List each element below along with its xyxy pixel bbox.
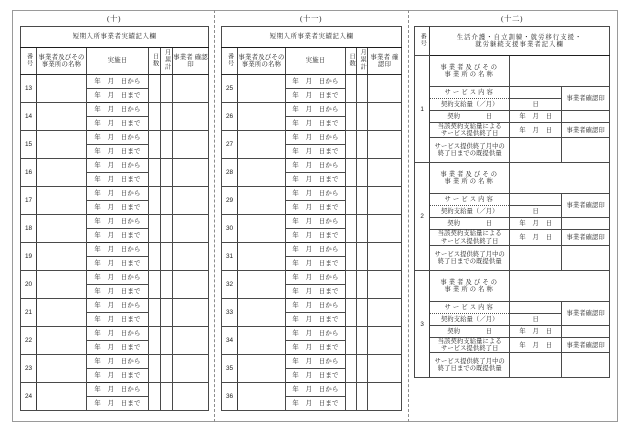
table-row	[222, 131, 402, 145]
block-end-date-row	[415, 123, 610, 138]
panel-short-stay-11	[221, 14, 401, 411]
days-input[interactable]	[346, 103, 357, 131]
short-stay-table	[221, 26, 402, 411]
row-number: 15	[21, 131, 37, 159]
table-row	[21, 215, 209, 229]
row-number: 30	[222, 215, 238, 243]
monthly-total-input[interactable]	[357, 299, 368, 327]
row-number: 14	[21, 103, 37, 131]
header-row	[222, 48, 402, 75]
header-days: 日数	[149, 48, 161, 75]
service-date-to-input[interactable]: 年 月 日まで	[87, 341, 149, 355]
service-date-to-input[interactable]: 年 月 日まで	[87, 257, 149, 271]
monthly-total-input[interactable]	[161, 215, 173, 243]
block-provider-row	[415, 56, 610, 87]
contract-amount-input[interactable]: 日	[510, 99, 562, 111]
provider-name-input[interactable]	[238, 159, 286, 187]
contract-date-input[interactable]: 年 月 日	[510, 325, 562, 337]
monthly-total-input[interactable]	[357, 187, 368, 215]
panel-code: (十一)	[300, 14, 322, 23]
confirm-seal-input[interactable]	[173, 187, 209, 215]
panel-code: (十)	[107, 14, 121, 23]
service-date-to-input[interactable]: 年 月 日まで	[286, 89, 346, 103]
days-input[interactable]	[149, 187, 161, 215]
confirm-seal-input[interactable]	[368, 159, 402, 187]
table-row	[222, 159, 402, 173]
service-date-from-input[interactable]: 年 月 日から	[286, 159, 346, 173]
monthly-total-input[interactable]	[357, 131, 368, 159]
days-input[interactable]	[149, 243, 161, 271]
provider-name-input[interactable]	[510, 163, 610, 194]
row-number: 33	[222, 299, 238, 327]
provider-name-input[interactable]	[37, 159, 87, 187]
table-body	[222, 27, 402, 411]
service-date-from-input[interactable]: 年 月 日から	[87, 299, 149, 313]
provider-name-input[interactable]	[238, 327, 286, 355]
row-number: 36	[222, 383, 238, 411]
service-date-to-input[interactable]: 年 月 日まで	[87, 229, 149, 243]
provider-name-input[interactable]	[37, 299, 87, 327]
provider-name-input[interactable]	[37, 327, 87, 355]
header-number: 番号	[21, 48, 37, 75]
monthly-total-input[interactable]	[161, 327, 173, 355]
service-date-from-input[interactable]: 年 月 日から	[286, 327, 346, 341]
table-row	[222, 299, 402, 313]
confirm-seal-input[interactable]	[368, 355, 402, 383]
row-number: 31	[222, 243, 238, 271]
service-date-from-input[interactable]: 年 月 日から	[286, 271, 346, 285]
block-contract-date-row	[415, 218, 610, 230]
monthly-total-input[interactable]	[161, 299, 173, 327]
table-row	[21, 355, 209, 369]
already-provided-label: サービス提供終了月中の 終了日までの既提供量	[430, 138, 510, 163]
contract-amount-input[interactable]: 日	[510, 313, 562, 325]
row-number: 24	[21, 383, 37, 411]
table-row	[21, 131, 209, 145]
row-number: 21	[21, 299, 37, 327]
service-date-to-input[interactable]: 年 月 日まで	[87, 285, 149, 299]
monthly-total-input[interactable]	[357, 271, 368, 299]
provider-name-input[interactable]	[37, 75, 87, 103]
service-date-from-input[interactable]: 年 月 日から	[286, 131, 346, 145]
block-contract-date-row	[415, 111, 610, 123]
service-date-from-input[interactable]: 年 月 日から	[87, 383, 149, 397]
monthly-total-input[interactable]	[161, 271, 173, 299]
confirm-seal-input[interactable]	[368, 215, 402, 243]
row-number: 17	[21, 187, 37, 215]
days-input[interactable]	[149, 355, 161, 383]
days-input[interactable]	[346, 383, 357, 411]
contract-amount-label: 契約支給量（／月）	[430, 206, 510, 218]
provider-name-input[interactable]	[238, 131, 286, 159]
header-monthly-total: 月累計	[357, 48, 368, 75]
table-body	[21, 27, 209, 411]
table-row	[21, 159, 209, 173]
table-row	[21, 243, 209, 257]
table-row	[222, 383, 402, 397]
end-date-confirm-seal-label: 事業者確認印	[562, 123, 610, 138]
table-row	[222, 103, 402, 117]
service-content-input[interactable]	[510, 194, 562, 206]
service-date-to-input[interactable]: 年 月 日まで	[87, 369, 149, 383]
service-content-input[interactable]	[510, 301, 562, 313]
service-block-table	[414, 26, 610, 378]
end-date-confirm-seal-label: 事業者確認印	[562, 337, 610, 352]
end-date-label: 当該契約支給量による サービス提供終了日	[430, 123, 510, 138]
title-row	[222, 27, 402, 48]
service-date-to-input[interactable]: 年 月 日まで	[286, 173, 346, 187]
row-number: 28	[222, 159, 238, 187]
block-already-provided-row	[415, 138, 610, 163]
panel-title: 生活介護・自立訓練・就労移行支援・ 就労継続支援事業者記入欄	[430, 27, 610, 56]
service-date-to-input[interactable]: 年 月 日まで	[87, 145, 149, 159]
service-date-to-input[interactable]: 年 月 日まで	[87, 313, 149, 327]
confirm-seal-input[interactable]	[368, 75, 402, 103]
provider-name-input[interactable]	[37, 187, 87, 215]
confirm-seal-input[interactable]	[368, 327, 402, 355]
monthly-total-input[interactable]	[357, 383, 368, 411]
table-row	[21, 75, 209, 89]
row-number: 29	[222, 187, 238, 215]
contract-date-input[interactable]: 年 月 日	[510, 218, 562, 230]
service-date-to-input[interactable]: 年 月 日まで	[286, 257, 346, 271]
row-number: 23	[21, 355, 37, 383]
row-number: 25	[222, 75, 238, 103]
monthly-total-input[interactable]	[357, 355, 368, 383]
row-number: 35	[222, 355, 238, 383]
days-input[interactable]	[149, 271, 161, 299]
monthly-total-input[interactable]	[161, 243, 173, 271]
table-row	[21, 327, 209, 341]
confirm-seal-input[interactable]	[368, 187, 402, 215]
service-date-to-input[interactable]: 年 月 日まで	[286, 117, 346, 131]
block-service-content-row	[415, 194, 610, 206]
row-number: 18	[21, 215, 37, 243]
already-provided-seal[interactable]	[562, 353, 610, 378]
provider-name-input[interactable]	[238, 75, 286, 103]
provider-name-input[interactable]	[510, 56, 610, 87]
cut-line-2	[408, 10, 409, 422]
provider-name-input[interactable]	[37, 383, 87, 411]
confirm-seal-input[interactable]	[173, 299, 209, 327]
confirm-seal-input[interactable]	[173, 215, 209, 243]
block-number: 3	[415, 270, 430, 377]
monthly-total-input[interactable]	[357, 103, 368, 131]
provider-name-input[interactable]	[37, 355, 87, 383]
end-date-input[interactable]: 年 月 日	[510, 230, 562, 245]
confirm-seal-input[interactable]	[173, 355, 209, 383]
monthly-total-input[interactable]	[161, 103, 173, 131]
days-input[interactable]	[346, 159, 357, 187]
days-input[interactable]	[149, 75, 161, 103]
service-content-label: サービス内容	[430, 301, 510, 313]
row-number: 13	[21, 75, 37, 103]
days-input[interactable]	[346, 131, 357, 159]
days-input[interactable]	[149, 159, 161, 187]
service-date-to-input[interactable]: 年 月 日まで	[286, 341, 346, 355]
days-input[interactable]	[346, 299, 357, 327]
end-date-input[interactable]: 年 月 日	[510, 337, 562, 352]
confirm-seal-input[interactable]	[368, 271, 402, 299]
provider-name-input[interactable]	[238, 383, 286, 411]
monthly-total-input[interactable]	[161, 355, 173, 383]
contract-date-label: 契約 日	[430, 325, 510, 337]
row-number: 16	[21, 159, 37, 187]
header-provider-name: 事業者及びその 事業所の名称	[238, 48, 286, 75]
confirm-seal-input[interactable]	[173, 159, 209, 187]
header-confirm-seal: 事業者 確認印	[368, 48, 402, 75]
service-date-from-input[interactable]: 年 月 日から	[286, 355, 346, 369]
monthly-total-input[interactable]	[161, 75, 173, 103]
confirm-seal-input[interactable]	[173, 327, 209, 355]
panel-service-12	[414, 14, 610, 378]
table-row	[21, 299, 209, 313]
provider-name-input[interactable]	[238, 215, 286, 243]
contract-date-seal[interactable]	[562, 218, 610, 230]
block-service-content-row	[415, 301, 610, 313]
monthly-total-input[interactable]	[161, 383, 173, 411]
table-row	[222, 271, 402, 285]
monthly-total-input[interactable]	[357, 327, 368, 355]
already-provided-seal[interactable]	[562, 245, 610, 270]
header-number: 番号	[415, 27, 430, 56]
provider-name-input[interactable]	[238, 271, 286, 299]
row-number: 27	[222, 131, 238, 159]
header-days: 日数	[346, 48, 357, 75]
confirm-seal-input[interactable]	[368, 131, 402, 159]
row-number: 20	[21, 271, 37, 299]
provider-name-input[interactable]	[238, 299, 286, 327]
table-row	[222, 75, 402, 89]
row-number: 19	[21, 243, 37, 271]
service-date-from-input[interactable]: 年 月 日から	[286, 299, 346, 313]
contract-date-label: 契約 日	[430, 111, 510, 123]
contract-date-seal[interactable]	[562, 325, 610, 337]
monthly-total-input[interactable]	[161, 131, 173, 159]
days-input[interactable]	[149, 215, 161, 243]
provider-name-label: 事業者及びその 事業所の名称	[430, 56, 510, 87]
title-row	[415, 27, 610, 56]
service-date-from-input[interactable]: 年 月 日から	[87, 131, 149, 145]
panel-title: 短期入所事業者実績記入欄	[222, 27, 402, 48]
confirm-seal-input[interactable]	[173, 131, 209, 159]
table-row	[222, 327, 402, 341]
service-date-to-input[interactable]: 年 月 日まで	[87, 397, 149, 411]
confirm-seal-input[interactable]	[368, 243, 402, 271]
end-date-confirm-seal-label: 事業者確認印	[562, 230, 610, 245]
contract-amount-input[interactable]: 日	[510, 206, 562, 218]
confirm-seal-input[interactable]	[173, 383, 209, 411]
contract-date-label: 契約 日	[430, 218, 510, 230]
already-provided-seal[interactable]	[562, 138, 610, 163]
service-content-label: サービス内容	[430, 87, 510, 99]
block-number: 1	[415, 56, 430, 163]
service-date-to-input[interactable]: 年 月 日まで	[87, 117, 149, 131]
provider-name-input[interactable]	[238, 187, 286, 215]
block-contract-date-row	[415, 325, 610, 337]
header-confirm-seal: 事業者 確認印	[173, 48, 209, 75]
block-end-date-row	[415, 337, 610, 352]
title-row	[21, 27, 209, 48]
already-provided-input[interactable]	[510, 353, 562, 378]
confirm-seal-label: 事業者確認印	[562, 87, 610, 111]
days-input[interactable]	[346, 271, 357, 299]
panel-code: (十二)	[501, 14, 523, 23]
service-date-from-input[interactable]: 年 月 日から	[286, 103, 346, 117]
contract-date-input[interactable]: 年 月 日	[510, 111, 562, 123]
row-number: 22	[21, 327, 37, 355]
monthly-total-input[interactable]	[357, 159, 368, 187]
days-input[interactable]	[346, 355, 357, 383]
header-service-date: 実施日	[87, 48, 149, 75]
provider-name-input[interactable]	[238, 103, 286, 131]
provider-name-input[interactable]	[37, 215, 87, 243]
end-date-label: 当該契約支給量による サービス提供終了日	[430, 230, 510, 245]
provider-name-label: 事業者及びその 事業所の名称	[430, 270, 510, 301]
panel-short-stay-10	[20, 14, 208, 411]
block-end-date-row	[415, 230, 610, 245]
already-provided-label: サービス提供終了月中の 終了日までの既提供量	[430, 245, 510, 270]
table-row	[21, 383, 209, 397]
service-date-to-input[interactable]: 年 月 日まで	[87, 201, 149, 215]
confirm-seal-input[interactable]	[368, 299, 402, 327]
provider-name-input[interactable]	[238, 243, 286, 271]
provider-name-input[interactable]	[37, 271, 87, 299]
already-provided-input[interactable]	[510, 245, 562, 270]
already-provided-input[interactable]	[510, 138, 562, 163]
header-monthly-total: 月累計	[161, 48, 173, 75]
days-input[interactable]	[149, 103, 161, 131]
provider-name-input[interactable]	[238, 355, 286, 383]
block-already-provided-row	[415, 245, 610, 270]
days-input[interactable]	[149, 299, 161, 327]
cut-line-1	[214, 10, 215, 422]
table-body	[415, 27, 610, 378]
service-date-from-input[interactable]: 年 月 日から	[87, 327, 149, 341]
already-provided-label: サービス提供終了月中の 終了日までの既提供量	[430, 353, 510, 378]
service-date-from-input[interactable]: 年 月 日から	[286, 187, 346, 201]
provider-name-input[interactable]	[37, 131, 87, 159]
contract-date-seal[interactable]	[562, 111, 610, 123]
block-provider-row	[415, 163, 610, 194]
service-date-to-input[interactable]: 年 月 日まで	[286, 397, 346, 411]
table-row	[222, 187, 402, 201]
service-date-from-input[interactable]: 年 月 日から	[87, 75, 149, 89]
service-date-from-input[interactable]: 年 月 日から	[87, 243, 149, 257]
days-input[interactable]	[346, 327, 357, 355]
row-number: 32	[222, 271, 238, 299]
block-already-provided-row	[415, 353, 610, 378]
service-date-from-input[interactable]: 年 月 日から	[87, 159, 149, 173]
service-date-from-input[interactable]: 年 月 日から	[87, 271, 149, 285]
service-date-to-input[interactable]: 年 月 日まで	[286, 313, 346, 327]
contract-amount-label: 契約支給量（／月）	[430, 99, 510, 111]
service-date-to-input[interactable]: 年 月 日まで	[286, 201, 346, 215]
provider-name-input[interactable]	[37, 243, 87, 271]
service-date-from-input[interactable]: 年 月 日から	[87, 215, 149, 229]
service-date-to-input[interactable]: 年 月 日まで	[286, 229, 346, 243]
provider-name-input[interactable]	[510, 270, 610, 301]
days-input[interactable]	[346, 215, 357, 243]
confirm-seal-label: 事業者確認印	[562, 194, 610, 218]
days-input[interactable]	[149, 327, 161, 355]
table-row	[21, 271, 209, 285]
days-input[interactable]	[346, 187, 357, 215]
row-number: 34	[222, 327, 238, 355]
header-row	[21, 48, 209, 75]
days-input[interactable]	[149, 383, 161, 411]
service-date-to-input[interactable]: 年 月 日まで	[87, 173, 149, 187]
monthly-total-input[interactable]	[161, 159, 173, 187]
service-date-from-input[interactable]: 年 月 日から	[286, 215, 346, 229]
service-date-from-input[interactable]: 年 月 日から	[286, 243, 346, 257]
table-row	[21, 103, 209, 117]
end-date-input[interactable]: 年 月 日	[510, 123, 562, 138]
block-service-content-row	[415, 87, 610, 99]
header-provider-name: 事業者及びその 事業所の名称	[37, 48, 87, 75]
monthly-total-input[interactable]	[357, 243, 368, 271]
service-date-to-input[interactable]: 年 月 日まで	[286, 145, 346, 159]
provider-name-label: 事業者及びその 事業所の名称	[430, 163, 510, 194]
service-date-from-input[interactable]: 年 月 日から	[87, 103, 149, 117]
short-stay-table	[20, 26, 209, 411]
confirm-seal-input[interactable]	[173, 271, 209, 299]
monthly-total-input[interactable]	[357, 215, 368, 243]
service-content-label: サービス内容	[430, 194, 510, 206]
service-date-from-input[interactable]: 年 月 日から	[286, 383, 346, 397]
service-date-from-input[interactable]: 年 月 日から	[87, 187, 149, 201]
table-row	[222, 243, 402, 257]
monthly-total-input[interactable]	[357, 75, 368, 103]
confirm-seal-input[interactable]	[368, 383, 402, 411]
service-date-to-input[interactable]: 年 月 日まで	[87, 89, 149, 103]
confirm-seal-input[interactable]	[173, 75, 209, 103]
header-number: 番号	[222, 48, 238, 75]
days-input[interactable]	[149, 131, 161, 159]
confirm-seal-label: 事業者確認印	[562, 301, 610, 325]
panel-title: 短期入所事業者実績記入欄	[21, 27, 209, 48]
service-date-from-input[interactable]: 年 月 日から	[286, 75, 346, 89]
provider-name-input[interactable]	[37, 103, 87, 131]
confirm-seal-input[interactable]	[368, 103, 402, 131]
service-content-input[interactable]	[510, 87, 562, 99]
block-number: 2	[415, 163, 430, 270]
days-input[interactable]	[346, 75, 357, 103]
confirm-seal-input[interactable]	[173, 243, 209, 271]
table-row	[222, 215, 402, 229]
contract-amount-label: 契約支給量（／月）	[430, 313, 510, 325]
monthly-total-input[interactable]	[161, 187, 173, 215]
confirm-seal-input[interactable]	[173, 103, 209, 131]
service-date-to-input[interactable]: 年 月 日まで	[286, 369, 346, 383]
table-row	[222, 355, 402, 369]
end-date-label: 当該契約支給量による サービス提供終了日	[430, 337, 510, 352]
service-date-to-input[interactable]: 年 月 日まで	[286, 285, 346, 299]
row-number: 26	[222, 103, 238, 131]
block-provider-row	[415, 270, 610, 301]
header-service-date: 実施日	[286, 48, 346, 75]
table-row	[21, 187, 209, 201]
service-date-from-input[interactable]: 年 月 日から	[87, 355, 149, 369]
days-input[interactable]	[346, 243, 357, 271]
